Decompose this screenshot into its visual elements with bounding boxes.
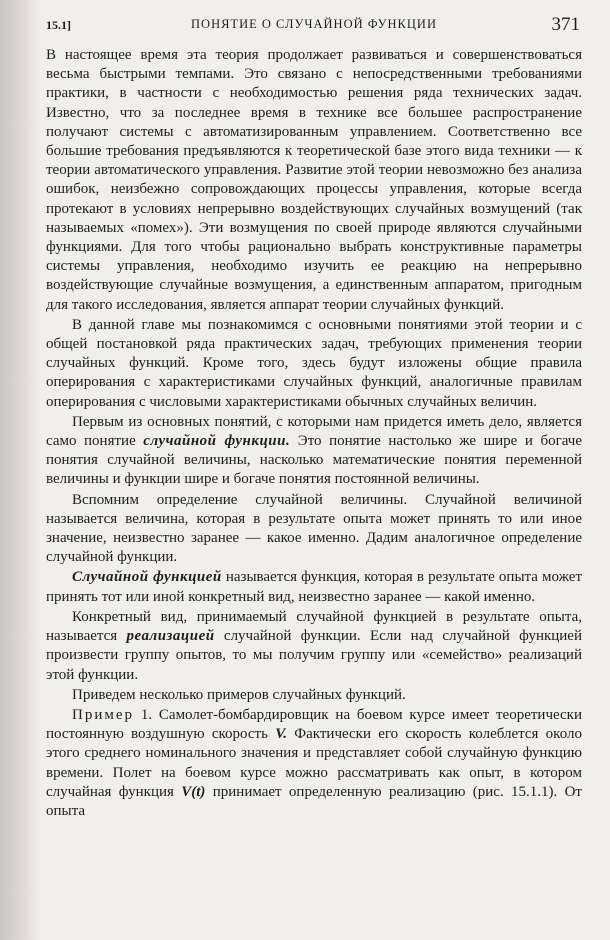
- paragraph-6-text-b: случайной функции. Если над случайной функцией произвести группу опытов, то мы получим группу или «семейство» реализаций этой функции.: [46, 628, 582, 683]
- example-text-a: 1. Самолет-бомбардировщик на боевом курсе имеет теоретически постоянную воздушную скорость: [46, 706, 582, 743]
- paragraph-3-text-a: Первым из основных понятий, с которыми нам придется иметь дело, является само понятие: [46, 413, 582, 450]
- paragraph-5-definition: [46, 568, 582, 606]
- book-page: [46, 0, 582, 940]
- example-text-c: принимает определенную реализацию (рис. 15.1.1). От опыта: [46, 783, 582, 819]
- term-definition: Случайной функцией: [72, 569, 222, 586]
- page-binding-shadow: [0, 0, 40, 940]
- page-body: [46, 46, 582, 822]
- example-label: Пример: [72, 706, 135, 723]
- paragraph-7: Приведем несколько примеров случайных функций.: [72, 686, 406, 703]
- section-number: 15.1]: [46, 18, 71, 32]
- variable-v-of-t: V(t): [181, 783, 206, 800]
- running-header: [46, 14, 582, 40]
- paragraph-5-text: называется функция, которая в результате опыта может принять тот или иной конкретный вид, неизвестно заранее — какой именно.: [46, 569, 583, 605]
- paragraph-1: В настоящее время эта теория продолжает развиваться и совершенствоваться весьма быстрыми темпами. Это связано с непосредственными требованиями практики, в частности с необходимостью решения ряда технических задач. Известно, что за последнее время в технике все большее распространение получают системы с автоматизированным управлением. Соответственно все большие требования предъявляются к теоретической базе этого вида техники — к теории автоматического управления. Развитие этой теории невозможно без анализа ошибок, неизбежно сопровождающих процессы управления, которые всегда протекают в условиях непрерывно воздействующих случайных возмущений (так называемых «помех»). Эти возмущения по своей природе являются случайными функциями. Для того чтобы рационально выбрать конструктивные параметры системы управления, необходимо изучить ее реакцию на непрерывно воздействующие случайные возмущения, а единственным аппаратом, пригодным для такого исследования, является аппарат теории случайных функций.: [46, 47, 582, 313]
- running-title: ПОНЯТИЕ О СЛУЧАЙНОЙ ФУНКЦИИ: [191, 17, 437, 31]
- paragraph-6: [46, 608, 582, 685]
- example-text-b: Фактически его скорость колеблется около этого среднего номинального значения и представляет собой случайную функцию времени. Полет на боевом курсе можно рассматривать как опыт, в котором случайная функция: [46, 726, 582, 800]
- term-random-function: случайной функции.: [143, 433, 291, 450]
- paragraph-3: [46, 413, 582, 490]
- variable-v: V.: [275, 726, 288, 743]
- paragraph-6-text-a: Конкретный вид, принимаемый случайной функцией в результате опыта, называется: [46, 608, 582, 645]
- term-realization: реализацией: [126, 628, 215, 645]
- paragraph-4: Вспомним определение случайной величины. Случайной величиной называется величина, которая в результате опыта может принять то или иное значение, неизвестно заранее — какое именно. Дадим аналогичное определение случайной функции.: [46, 491, 582, 566]
- page-number: 371: [551, 14, 580, 35]
- paragraph-2: В данной главе мы познакомимся с основными понятиями этой теории и с общей постановкой ряда практических задач, требующих применения теории случайных функций. Кроме того, здесь будут изложены общие правила оперирования с характеристиками случайных функций, аналогичные правилам оперирования с числовыми характеристиками обычных случайных величин.: [46, 316, 582, 410]
- paragraph-3-text-b: Это понятие настолько же шире и богаче понятия случайной величины, насколько математические понятия переменной величины и функции шире и богаче понятия постоянной величины.: [46, 433, 582, 488]
- paragraph-8-example: [46, 706, 582, 821]
